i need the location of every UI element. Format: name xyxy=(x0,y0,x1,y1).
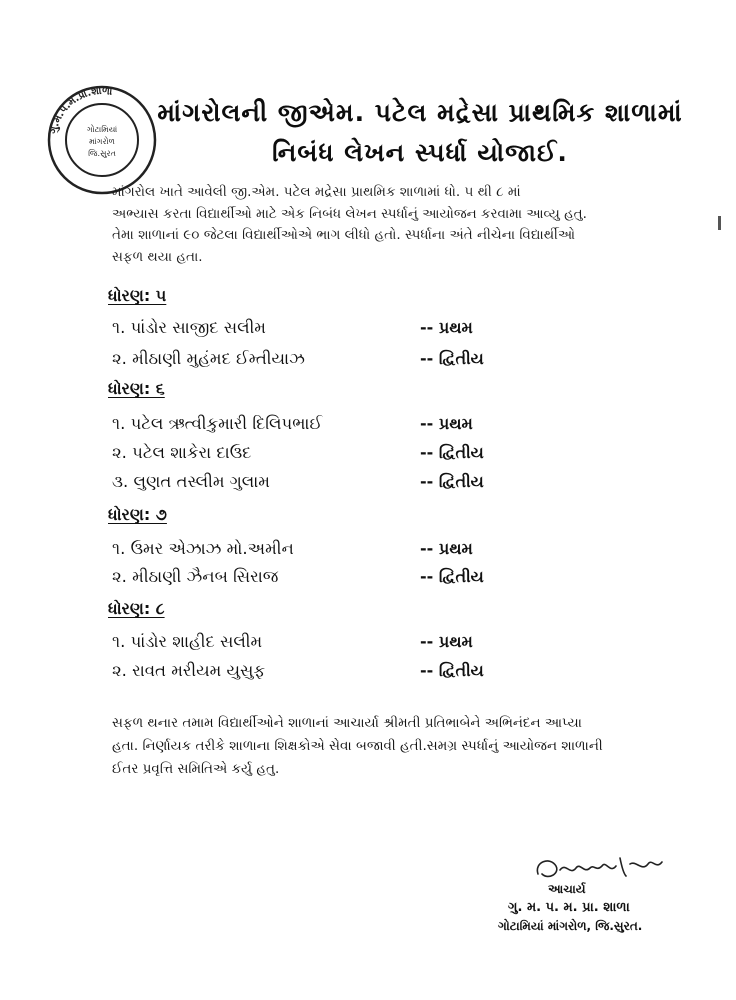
winner-rank: -- દ્વિતીય xyxy=(420,472,484,491)
winner-rank: -- દ્વિતીય xyxy=(420,349,484,368)
closing-line: સફળ થનાર તમામ વિદ્યાર્થીઓને શાળાનાં આચાર્યા શ્રીમતી પ્રતિભાબેને અભિનંદન આપ્યા xyxy=(112,715,582,731)
winner-name: ૧. પટેલ ઋત્વીકુમારી દિલિપભાઈ xyxy=(112,414,323,433)
winner-rank: -- દ્વિતીય xyxy=(420,567,484,586)
signatory-school: ગુ. મ. પ. મ. પ્રા. શાળા xyxy=(508,900,630,915)
stamp-inner-line-3: જિ.સુરત xyxy=(88,149,116,158)
stamp-inner-line-1: ગોટામિયાં xyxy=(86,125,118,134)
winner-rank: -- દ્વિતીય xyxy=(420,661,484,680)
scan-mark xyxy=(718,216,721,230)
intro-paragraph xyxy=(112,182,712,268)
winner-rank: -- પ્રથમ xyxy=(420,632,473,651)
winner-name: ૨. મીઠાણી મુહંમદ ઈમ્તીયાઝ xyxy=(112,349,305,368)
winner-rank: -- દ્વિતીય xyxy=(420,443,484,462)
winner-name: ૧. પાંડોર સાજીદ સલીમ xyxy=(112,318,266,337)
standard-heading-8: ધોરણ: ૮ xyxy=(108,599,165,618)
intro-line: અભ્યાસ કરતા વિદ્યાર્થીઓ માટે એક નિબંધ લેખન સ્પર્ધાનું આયોજન કરવામા આવ્યુ હતુ. xyxy=(112,205,587,222)
signatory-title: આચાર્ય xyxy=(548,882,586,896)
signatory-address: ગોટામિયાં માંગરોળ, જિ.સુરત. xyxy=(498,919,643,933)
stamp-outer-text: ગુ.મ.પ.મ.પ્રા.શાળા xyxy=(48,85,113,135)
winner-name: ૧. પાંડોર શાહીદ સલીમ xyxy=(112,632,263,651)
standard-heading-5: ધોરણ: ૫ xyxy=(108,286,167,305)
winner-name: ૩. લુણત તસ્લીમ ગુલામ xyxy=(112,472,270,491)
winner-name: ૨. પટેલ શાકેરા દાઉદ xyxy=(112,443,252,462)
closing-paragraph xyxy=(112,712,722,781)
winner-name: ૨. રાવત મરીયમ યુસુફ xyxy=(112,661,266,680)
winner-name: ૧. ઉમર એઝાઝ મો.અમીન xyxy=(112,539,294,558)
standard-heading-7: ધોરણ: ૭ xyxy=(108,505,167,524)
closing-line: હતા. નિર્ણાયક તરીકે શાળાના શિક્ષકોએ સેવા બજાવી હતી.સમગ્ર સ્પર્ધાનું આયોજન શાળાની xyxy=(112,738,603,754)
winner-name: ૨. મીઠાણી ઝૈનબ સિરાજ xyxy=(112,567,279,586)
stamp-inner-line-2: માંગરોળ xyxy=(89,137,115,146)
closing-line: ઈતર પ્રવૃત્તિ સમિતિએ કર્યુ હતુ. xyxy=(112,761,280,777)
intro-line: તેમા શાળાનાં ૯૦ જેટલા વિદ્યાર્થીઓએ ભાગ લીધો હતો. સ્પર્ધાના અંતે નીચેના વિદ્યાર્થીઓ xyxy=(112,227,576,243)
headline-line-2: નિબંધ લેખન સ્પર્ધા યોજાઈ. xyxy=(272,138,568,167)
winner-rank: -- પ્રથમ xyxy=(420,414,473,433)
winner-rank: -- પ્રથમ xyxy=(420,539,473,558)
headline-line-1: માંગરોલની જીએમ. પટેલ મદ્રેસા પ્રાથમિક શાળામાં xyxy=(157,98,683,127)
intro-line: માંગરોલ ખાતે આવેલી જી.એમ. પટેલ મદ્રેસા પ્રાથમિક શાળામાં ધો. ૫ થી ૮ માં xyxy=(112,184,521,200)
intro-line: સફળ થયા હતા. xyxy=(112,248,203,265)
standard-heading-6: ધોરણ: ૬ xyxy=(108,379,165,398)
winner-rank: -- પ્રથમ xyxy=(420,318,473,337)
